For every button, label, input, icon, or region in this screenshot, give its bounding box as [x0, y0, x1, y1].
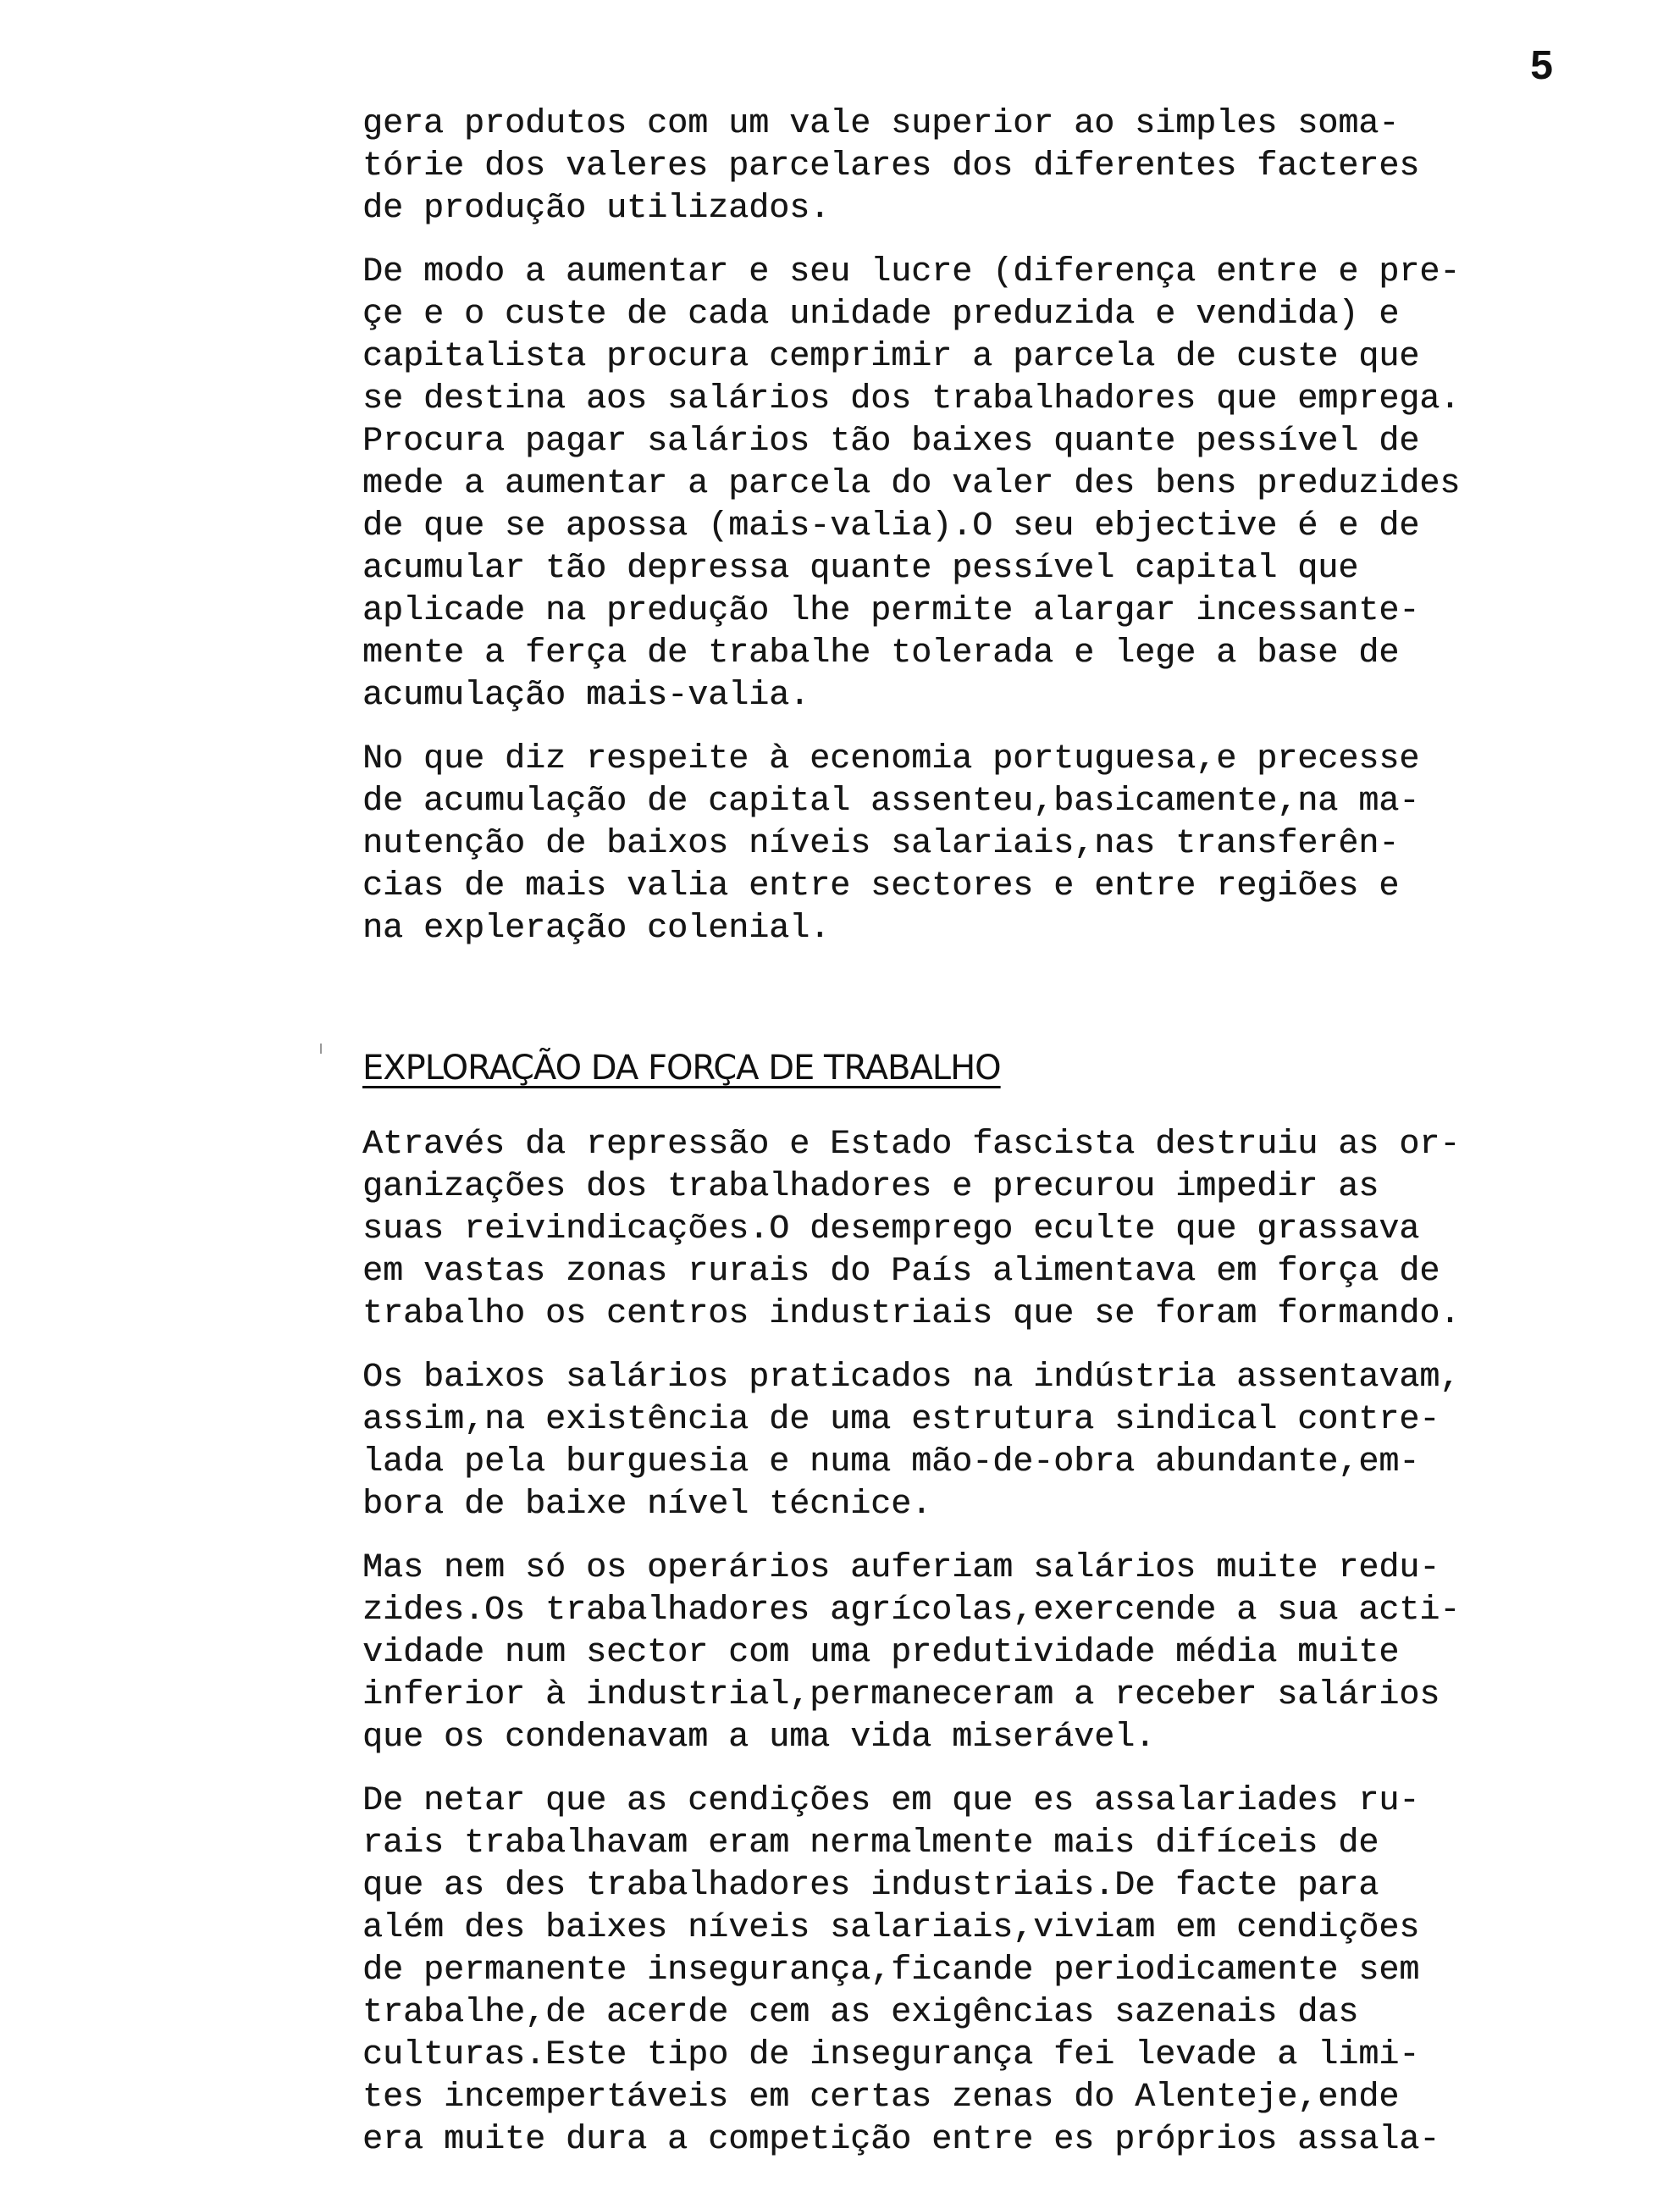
text-line: vidade num sector com uma predutividade média muite	[362, 1634, 1400, 1672]
section-paragraph-2	[362, 1357, 1590, 1526]
paragraph-1	[362, 103, 1590, 230]
text-line: ganizações dos trabalhadores e precurou impedir as	[362, 1168, 1379, 1206]
text-line: inferior à industrial,permaneceram a receber salários	[362, 1676, 1440, 1714]
paragraph-2	[362, 252, 1590, 717]
text-line: trabalho os centros industriais que se foram formando.	[362, 1295, 1461, 1333]
text-line: Mas nem só os operários auferiam salários muite redu-	[362, 1549, 1440, 1587]
text-line: capitalista procura cemprimir a parcela de custe que	[362, 338, 1420, 376]
text-line: Procura pagar salários tão baixes quante pessível de	[362, 423, 1420, 461]
text-line: bora de baixe nível técnice.	[362, 1486, 932, 1524]
text-line: de produção utilizados.	[362, 190, 831, 228]
text-line: se destina aos salários dos trabalhadores que emprega.	[362, 380, 1461, 418]
text-line: aplicade na predução lhe permite alargar incessante-	[362, 592, 1420, 630]
text-line: Através da repressão e Estado fascista destruiu as or-	[362, 1126, 1461, 1164]
text-line: mede a aumentar a parcela do valer des bens preduzides	[362, 465, 1461, 503]
text-line: acumular tão depressa quante pessível capital que	[362, 550, 1359, 588]
text-line: assim,na existência de uma estrutura sindical contre-	[362, 1401, 1440, 1439]
text-line: De netar que as cendições em que es assalariades ru-	[362, 1782, 1420, 1820]
text-line: na expleração colenial.	[362, 910, 831, 948]
text-line: tes incempertáveis em certas zenas do Alenteje,ende	[362, 2079, 1400, 2117]
text-line: trabalhe,de acerde cem as exigências sazenais das	[362, 1994, 1359, 2032]
text-line: çe e o custe de cada unidade preduzida e vendida) e	[362, 296, 1400, 334]
paragraph-3	[362, 739, 1590, 950]
text-line: tórie dos valeres parcelares dos diferentes facteres	[362, 147, 1420, 185]
text-line: Os baixos salários praticados na indústria assentavam,	[362, 1359, 1461, 1397]
text-line: além des baixes níveis salariais,viviam em cendições	[362, 1909, 1420, 1947]
stray-mark	[320, 1044, 322, 1054]
section-paragraph-3	[362, 1547, 1590, 1759]
text-line: de permanente insegurança,ficande periodicamente sem	[362, 1952, 1420, 1990]
text-line: era muite dura a competição entre es próprios assala-	[362, 2121, 1440, 2159]
text-line: em vastas zonas rurais do País alimentava em força de	[362, 1253, 1440, 1291]
section-paragraph-4	[362, 1780, 1590, 2162]
section-paragraph-1	[362, 1124, 1590, 1336]
text-line: No que diz respeite à ecenomia portuguesa,e precesse	[362, 740, 1420, 778]
text-line: suas reivindicações.O desemprego eculte que grassava	[362, 1210, 1420, 1248]
text-line: nutenção de baixos níveis salariais,nas transferên-	[362, 825, 1400, 863]
section-heading-wrap	[362, 972, 1590, 1124]
page-number: 5	[1530, 43, 1553, 88]
text-line: que os condenavam a uma vida miserável.	[362, 1719, 1156, 1757]
text-line: rais trabalhavam eram nermalmente mais difíceis de	[362, 1824, 1379, 1863]
text-line: lada pela burguesia e numa mão-de-obra abundante,em-	[362, 1443, 1420, 1481]
page-body	[362, 103, 1590, 2183]
section-heading: EXPLORAÇÃO DA FORÇA DE TRABALHO	[362, 1049, 1001, 1088]
text-line: De modo a aumentar e seu lucre (diferença entre e pre-	[362, 253, 1461, 291]
text-line: de que se apossa (mais-valia).O seu ebjective é e de	[362, 507, 1420, 545]
text-line: de acumulação de capital assenteu,basicamente,na ma-	[362, 783, 1420, 821]
text-line: culturas.Este tipo de insegurança fei levade a limi-	[362, 2036, 1420, 2074]
text-line: que as des trabalhadores industriais.De facte para	[362, 1867, 1379, 1905]
text-line: acumulação mais-valia.	[362, 677, 810, 715]
text-line: gera produtos com um vale superior ao simples soma-	[362, 105, 1400, 143]
text-line: zides.Os trabalhadores agrícolas,exercende a sua acti-	[362, 1592, 1461, 1630]
text-line: mente a ferça de trabalhe tolerada e lege a base de	[362, 634, 1400, 673]
text-line: cias de mais valia entre sectores e entre regiões e	[362, 867, 1400, 905]
